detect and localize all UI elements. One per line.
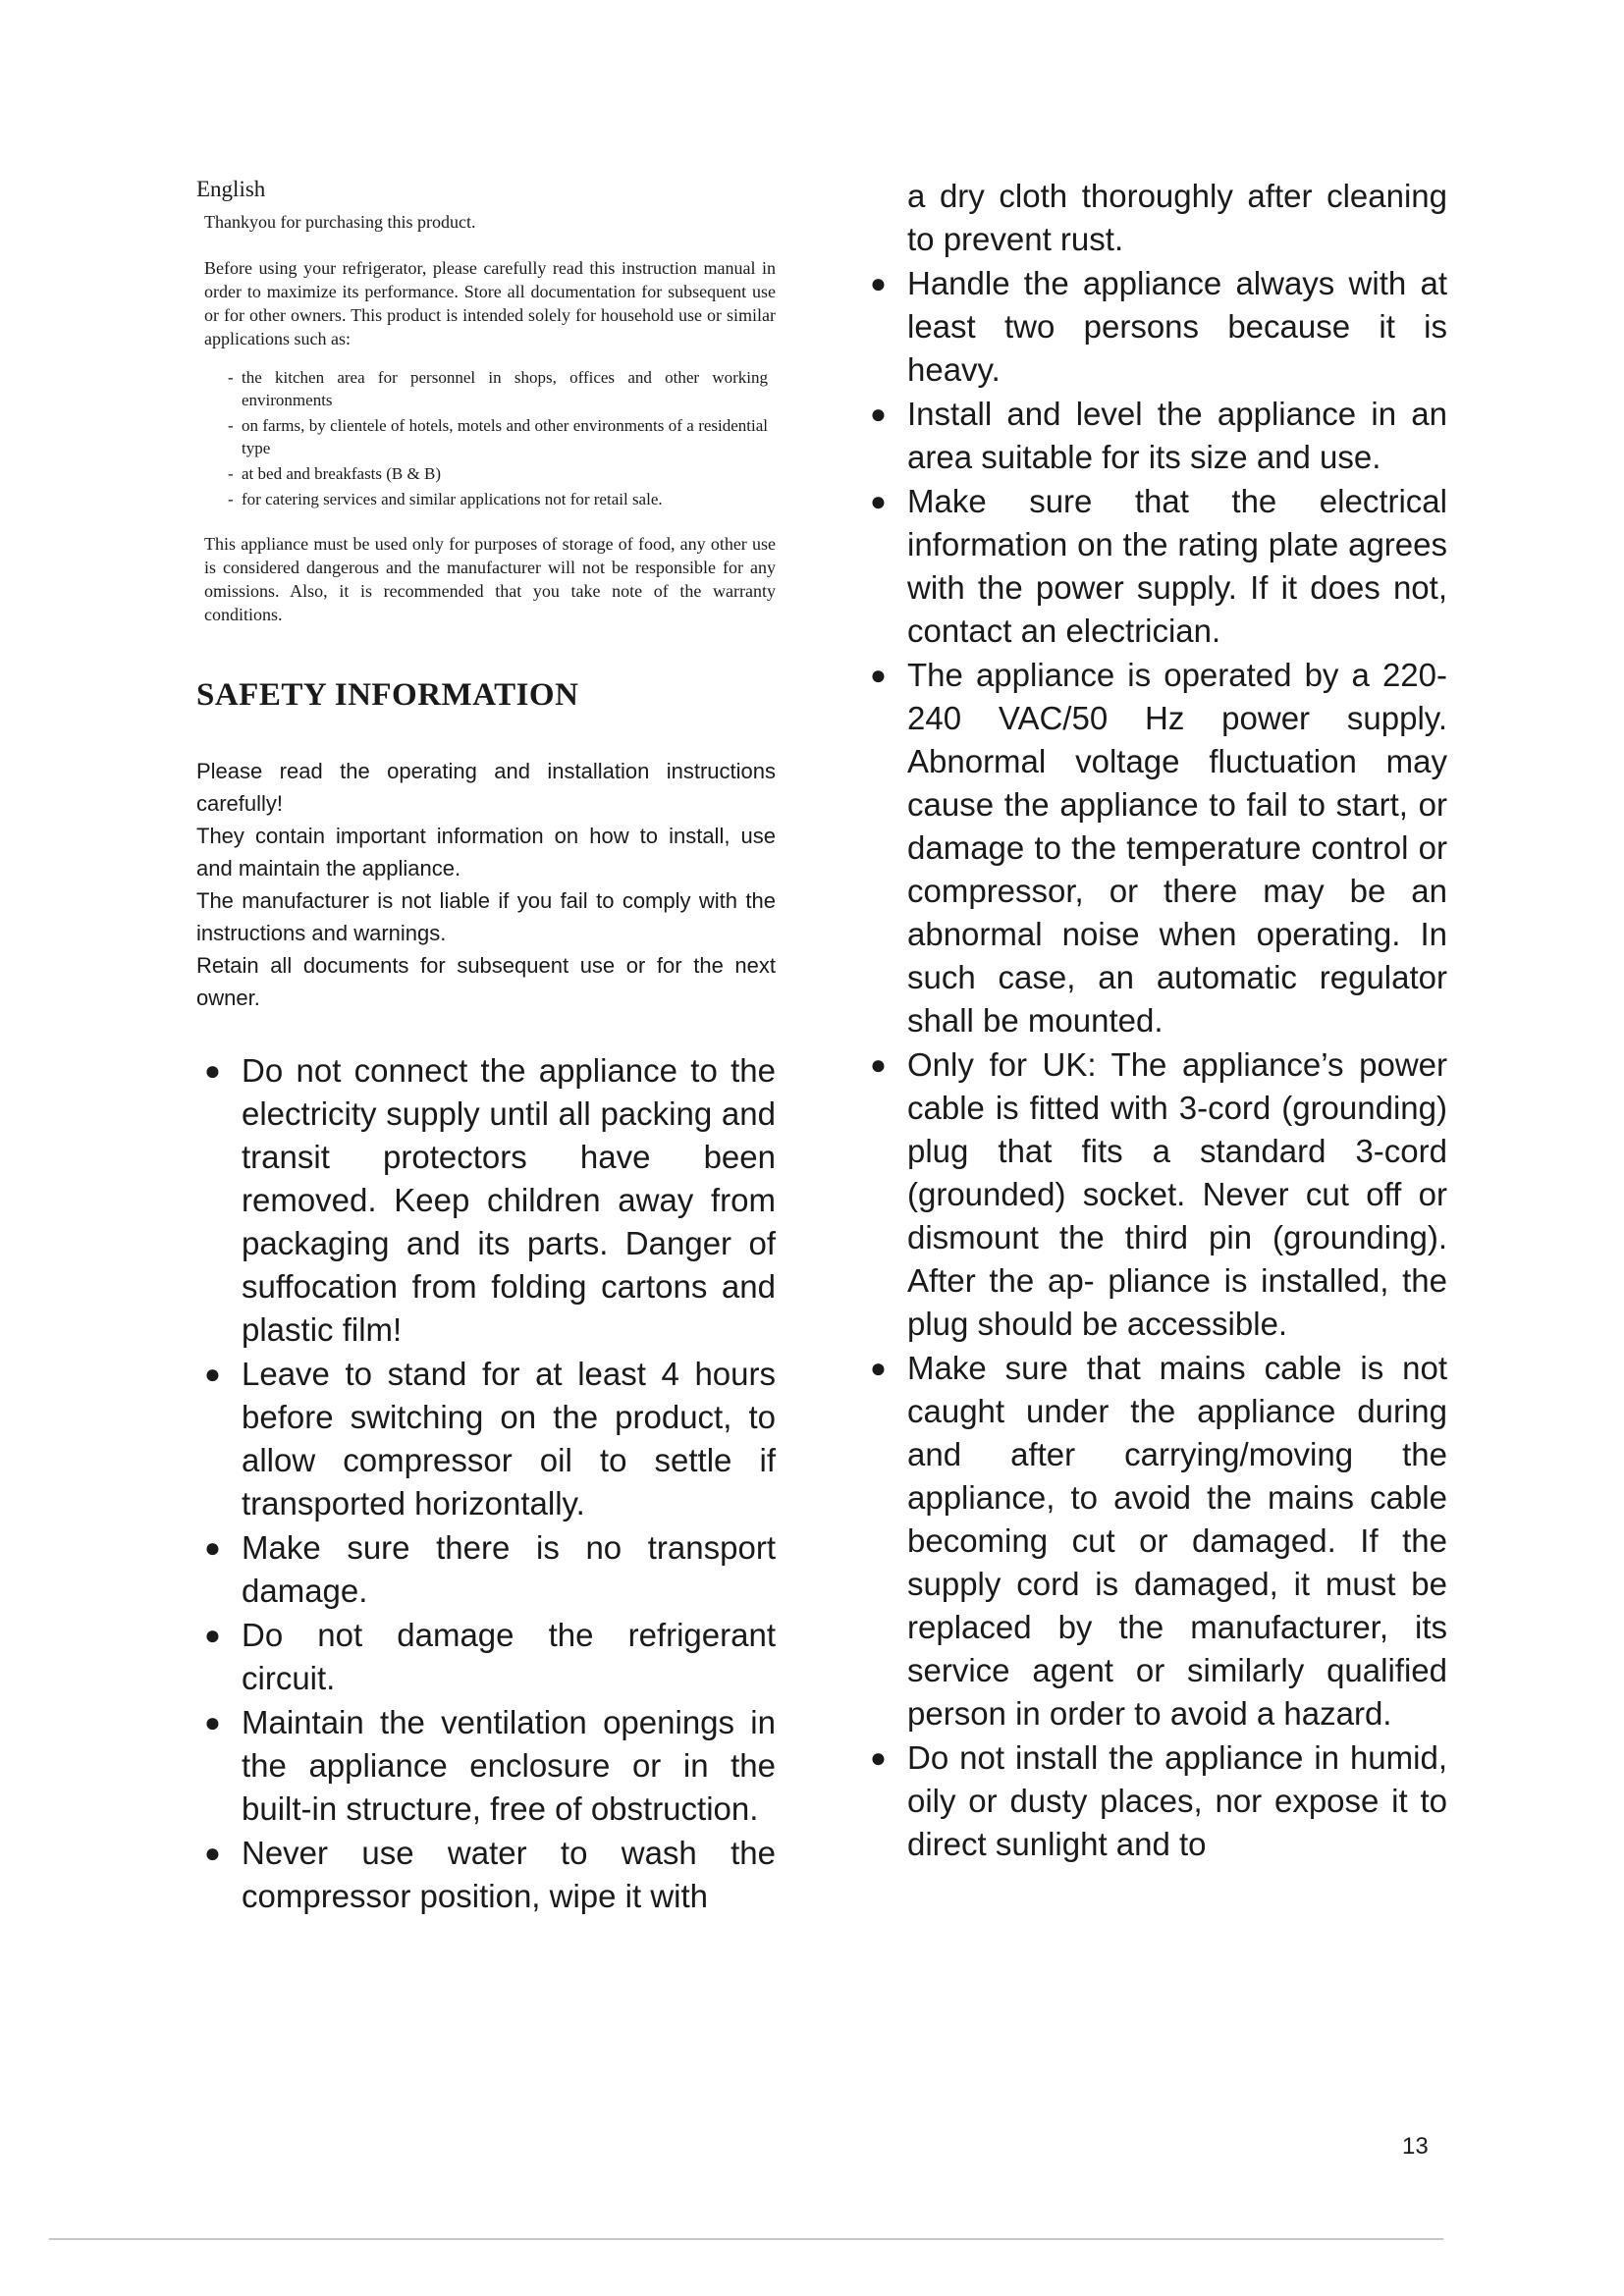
bullet-icon: ●	[870, 1353, 887, 1383]
language-label: English	[196, 177, 266, 201]
bullet-icon: ●	[870, 268, 887, 298]
bullet-icon: ●	[870, 486, 887, 516]
usage-item: - the kitchen area for personnel in shops, offices and other working environments	[228, 366, 768, 411]
safety-paragraph: Retain all documents for subsequent use or for the next owner.	[196, 953, 776, 1010]
safety-bullet-text: Only for UK: The appliance’s power cable is fitted with 3-cord (grounding) plug that fits a standard 3-cord (grounded) socket. Never cut off or dismount the third pin (grounding). After the ap- pliance is installed, the plug should be accessible.	[907, 1046, 1447, 1342]
usage-item: - for catering services and similar applications not for retail sale.	[228, 488, 768, 510]
bullet-icon: ●	[204, 1532, 221, 1563]
safety-bullet	[862, 1736, 1447, 1866]
safety-bullet-text: Handle the appliance always with at least two persons because it is heavy.	[907, 265, 1447, 388]
right-column	[862, 175, 1447, 1867]
safety-bullet	[862, 654, 1447, 1042]
safety-bullet	[196, 1701, 776, 1831]
safety-bullet	[862, 393, 1447, 479]
thanks-line: Thankyou for purchasing this product.	[204, 212, 476, 232]
safety-bullet-text: Leave to stand for at least 4 hours before switching on the product, to allow compressor oil to settle if transported horizontally.	[242, 1356, 776, 1522]
bullet-icon: ●	[870, 1742, 887, 1773]
intro-paragraph: Before using your refrigerator, please carefully read this instruction manual in order to maximize its performance. Store all documentation for subsequent use or for other owners. This product is intended solely for household use or similar applications such as:	[204, 258, 776, 348]
page-number: 13	[1402, 2133, 1429, 2160]
safety-bullet-text: Do not install the appliance in humid, oily or dusty places, nor expose it to direct sunlight and to	[907, 1739, 1447, 1862]
safety-paragraph: The manufacturer is not liable if you fail to comply with the instructions and warnings.	[196, 888, 776, 945]
safety-bullet-list	[862, 262, 1447, 1866]
safety-bullet-text: Install and level the appliance in an area suitable for its size and use.	[907, 396, 1447, 475]
safety-bullet-text: Make sure that the electrical information on the rating plate agrees with the power supply. If it does not, contact an electrician.	[907, 483, 1447, 649]
bullet-icon: ●	[870, 399, 887, 429]
safety-bullet-list	[196, 1049, 776, 1918]
bullet-icon: ●	[870, 660, 887, 690]
safety-bullet-text: Make sure that mains cable is not caught under the appliance during and after carrying/moving the appliance, to avoid the mains cable becoming cut or damaged. If the supply cord is damaged, it must be replaced by the manufacturer, its service agent or similarly qualified person in order to avoid a hazard.	[907, 1350, 1447, 1732]
safety-bullet	[196, 1614, 776, 1700]
bullet-icon: ●	[204, 1838, 221, 1868]
safety-bullet	[196, 1526, 776, 1613]
left-column	[196, 177, 776, 1919]
safety-bullet	[196, 1353, 776, 1525]
usage-list	[196, 366, 768, 510]
footer-divider	[49, 2238, 1443, 2240]
usage-item: - on farms, by clientele of hotels, motels and other environments of a residential type	[228, 414, 768, 459]
safety-bullet-text: Make sure there is no transport damage.	[242, 1529, 776, 1609]
bullet-icon: ●	[204, 1055, 221, 1086]
safety-bullet	[862, 262, 1447, 392]
usage-item: - at bed and breakfasts (B & B)	[228, 462, 768, 485]
safety-bullet-text: Maintain the ventilation openings in the appliance enclosure or in the built-in structure, free of obstruction.	[242, 1704, 776, 1827]
bullet-icon: ●	[204, 1620, 221, 1650]
safety-bullet-text: Do not damage the refrigerant circuit.	[242, 1617, 776, 1696]
bullet-icon: ●	[870, 1049, 887, 1080]
safety-bullet	[196, 1832, 776, 1918]
safety-paragraph: Please read the operating and installation instructions carefully!	[196, 759, 776, 816]
safety-bullet	[196, 1049, 776, 1352]
safety-bullet	[862, 1043, 1447, 1346]
section-title: SAFETY INFORMATION	[196, 677, 579, 713]
safety-bullet-text: Never use water to wash the compressor position, wipe it with	[242, 1835, 776, 1914]
continued-bullet-text: a dry cloth thoroughly after cleaning to prevent rust.	[907, 178, 1447, 257]
safety-bullet-text: The appliance is operated by a 220-240 VAC/50 Hz power supply. Abnormal voltage fluctuation may cause the appliance to fail to start, or damage to the temperature control or compressor, or there may be an abnormal noise when operating. In such case, an automatic regulator shall be mounted.	[907, 657, 1447, 1039]
safety-paragraph: They contain important information on how to install, use and maintain the appliance.	[196, 824, 776, 881]
bullet-icon: ●	[204, 1359, 221, 1389]
safety-bullet-text: Do not connect the appliance to the electricity supply until all packing and transit protectors have been removed. Keep children away from packaging and its parts. Danger of suffocation from folding cartons and plastic film!	[242, 1052, 776, 1348]
bullet-icon: ●	[204, 1707, 221, 1737]
purpose-warning: This appliance must be used only for purposes of storage of food, any other use is considered dangerous and the manufacturer will not be responsible for any omissions. Also, it is recommended that you take note of the warranty conditions.	[204, 534, 776, 624]
safety-bullet	[862, 1347, 1447, 1735]
safety-bullet	[862, 480, 1447, 653]
